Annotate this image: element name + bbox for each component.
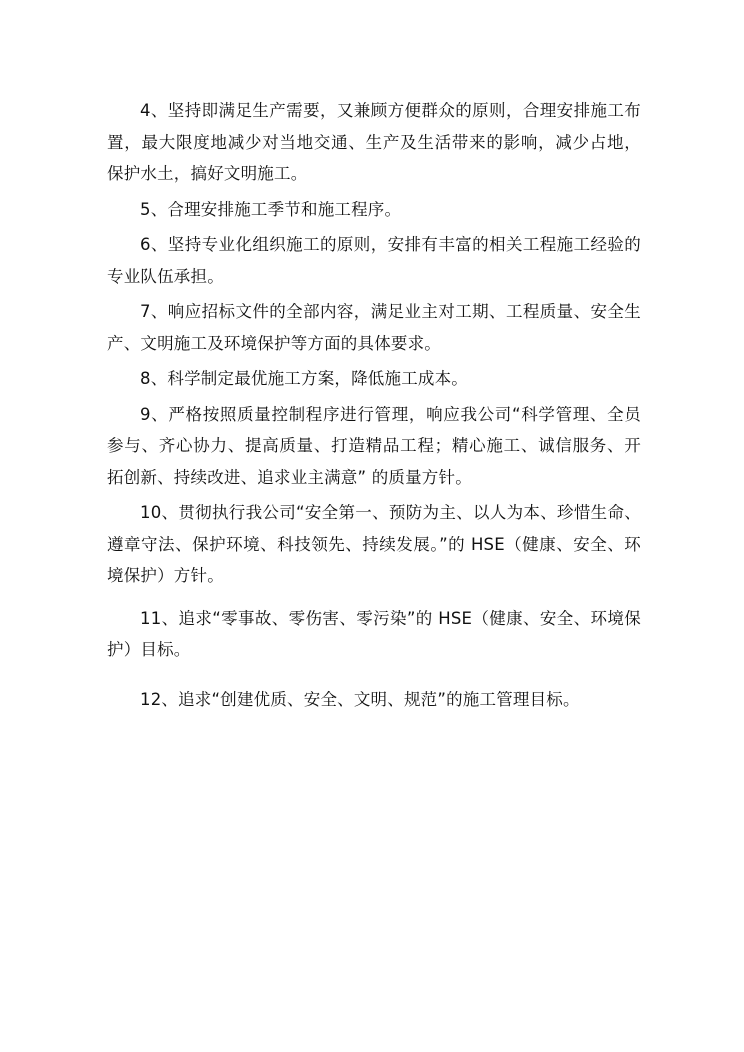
paragraph-item-6: 6、坚持专业化组织施工的原则，安排有丰富的相关工程施工经验的专业队伍承担。 <box>107 235 641 286</box>
paragraph-item-5: 5、合理安排施工季节和施工程序。 <box>140 199 402 219</box>
paragraph-item-12: 12、追求“创建优质、安全、文明、规范”的施工管理目标。 <box>140 689 580 709</box>
paragraph-item-8: 8、科学制定最优施工方案，降低施工成本。 <box>140 369 468 388</box>
paragraph-item-9: 9、严格按照质量控制程序进行管理，响应我公司“科学管理、全员参与、齐心协力、提高质量、打造精品工程；精心施工、诚信服务、开拓创新、持续改进、追求业主满意” 的质量方针。 <box>107 404 641 487</box>
paragraph-item-11: 11、追求“零事故、零伤害、零污染”的 HSE（健康、安全、环境保护）目标。 <box>107 608 641 659</box>
paragraph-item-10: 10、贯彻执行我公司“安全第一、预防为主、以人为本、珍惜生命、遵章守法、保护环境、科技领先、持续发展。”的 HSE（健康、安全、环境保护）方针。 <box>107 503 641 585</box>
paragraph-item-7: 7、响应招标文件的全部内容，满足业主对工期、工程质量、安全生产、文明施工及环境保护等方面的具体要求。 <box>107 302 641 353</box>
document-body <box>107 95 641 715</box>
paragraph-item-4: 4、坚持即满足生产需要，又兼顾方便群众的原则，合理安排施工布置，最大限度地减少对当地交通、生产及生活带来的影响，减少占地，保护水土，搞好文明施工。 <box>107 101 641 183</box>
